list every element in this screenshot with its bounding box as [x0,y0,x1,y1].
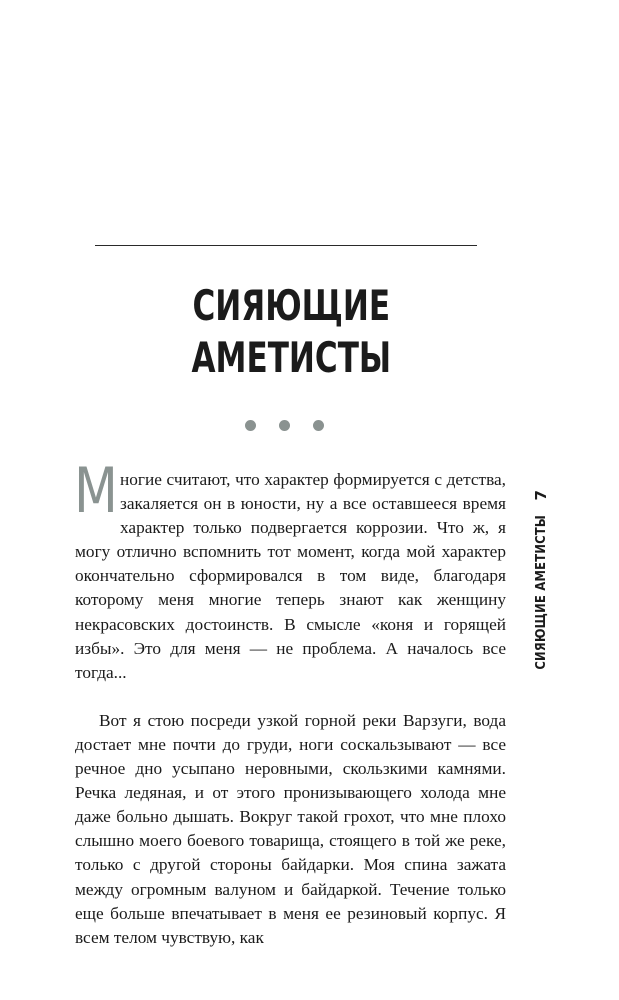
drop-cap: М [74,454,118,527]
running-header [528,490,554,690]
paragraph-2: Вот я стою посреди узкой горной реки Варзуги, вода достает мне почти до груди, ноги соскальзывают — все речное дно усыпано неровными, скользкими камнями. Речка ледяная, и от этого пронизывающего холода мне даже больно дышать. Вокруг такой грохот, что мне плохо слышно моего боевого товарища, стоящего в той же реке, только с другой стороны байдарки. Моя спина зажата между огромным валуном и байдаркой. Течение только еще больше впечатывает в меня ее резиновый корпус. Я всем телом чувствую, как [75,710,506,947]
chapter-title [121,280,461,384]
body-text [74,454,506,950]
running-header-title: СИЯЮЩИЕ АМЕТИСТЫ [533,514,549,670]
paragraph-1 [74,454,506,685]
chapter-title-line-1: СИЯЮЩИЕ [192,281,391,330]
ornament-dots [245,420,335,434]
ornament-dot [313,420,324,431]
chapter-top-rule [95,245,477,246]
paragraph-1-text: ногие считают, что характер формируется с детства, закаляется он в юности, ну а все оставшееся время характер только подвергается коррозии. Что ж, я могу отлично вспомнить тот момент, когда мой характер окончательно сформировался в том виде, благодаря которому меня многие теперь знают как женщину некрасовских достоинств. В смысле «коня и горящей избы». Это для меня — не проблема. А началось все тогда... [75,470,506,682]
ornament-dot [245,420,256,431]
page-number: 7 [532,490,550,501]
ornament-dot [279,420,290,431]
chapter-title-line-2: АМЕТИСТЫ [191,333,392,382]
